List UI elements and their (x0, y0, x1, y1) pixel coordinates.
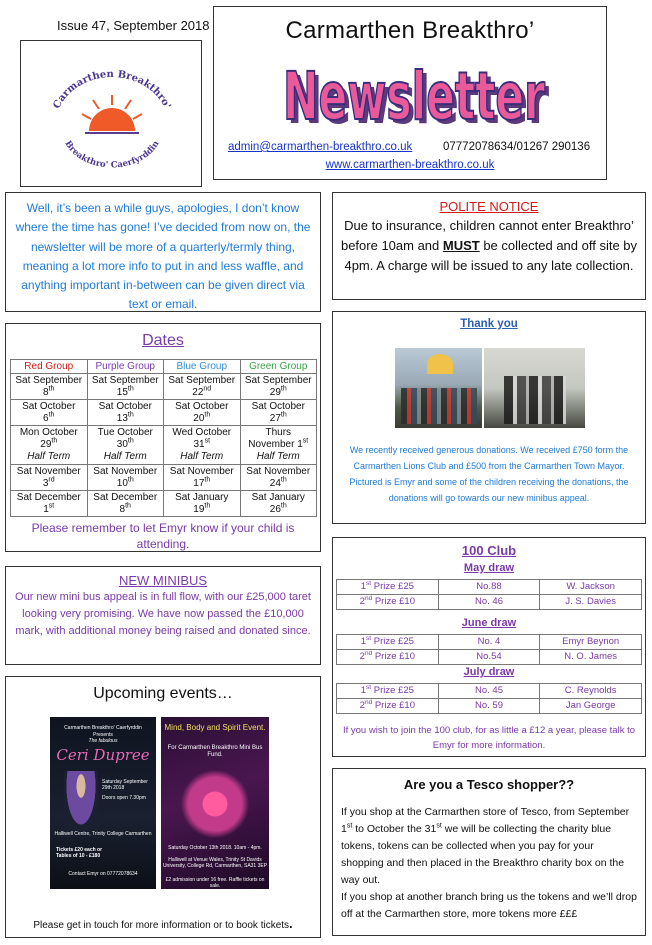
prize-amount: Prize £10 (372, 700, 415, 711)
date-cell-day: 1 (43, 503, 49, 515)
draw-row (337, 684, 642, 699)
date-cell-day: 3 (42, 477, 49, 489)
tesco-p1-b: to October the 31 (352, 823, 437, 835)
date-cell-line1: Sat November (169, 465, 234, 477)
prize-cell (337, 595, 439, 610)
date-cell-day: 8 (119, 503, 126, 515)
date-cell-suffix: th (48, 385, 55, 393)
contact-email-link[interactable]: admin@carmarthen-breakthro.co.uk (228, 141, 413, 153)
prize-position: 1 (360, 685, 367, 696)
date-cell-suffix: th (204, 502, 211, 510)
date-cell-line1: Sat October (175, 400, 229, 412)
date-cell-day: 29 (40, 439, 52, 450)
date-cell (11, 426, 88, 465)
events-box (5, 676, 321, 938)
date-cell (11, 400, 88, 426)
date-cell-suffix: th (280, 502, 287, 510)
brand-title: Carmarthen Breakthro’ (285, 17, 535, 44)
date-cell (87, 491, 164, 517)
draw-table (336, 579, 642, 610)
tesco-box (332, 768, 646, 936)
club-note: If you wish to join the 100 club, for as little a £12 a year, please talk to Emyr for more information. (342, 725, 636, 751)
prize-position: 1 (360, 581, 367, 592)
ticket-number-cell: No. 45 (438, 684, 540, 699)
prize-amount: Prize £10 (372, 596, 415, 607)
hundred-club-box (332, 537, 646, 757)
issue-label: Issue 47, September 2018 (57, 18, 210, 33)
date-cell-day: 30 (116, 439, 128, 450)
draw-row (337, 635, 642, 650)
date-cell-line1: Thurs (265, 427, 292, 438)
events-note (6, 916, 320, 931)
date-cell (164, 465, 241, 491)
date-cell-day: 20 (193, 412, 205, 424)
thank-you-box (332, 311, 646, 524)
prize-suffix: st (366, 634, 372, 642)
date-cell-day: 8 (43, 386, 49, 398)
date-cell-suffix: th (127, 385, 134, 393)
draw-row (337, 699, 642, 714)
winner-name-cell: W. Jackson (540, 580, 642, 595)
tesco-title: Are you a Tesco shopper?? (403, 777, 575, 792)
winner-name-cell: N. O. James (540, 650, 642, 665)
draw-table (336, 683, 642, 714)
date-cell-day: 19 (193, 503, 205, 515)
poster2-date: Saturday October 13th 2018. 10am - 4pm. (168, 845, 262, 851)
tesco-p1-c: we will be collecting the charity blue tokens, tokens can be collected when you pay for your shopping and then placed in the Breakthro charity box on the way out. (341, 823, 625, 886)
date-cell-line1: Wed October (172, 427, 232, 438)
poster1-tickets: Tickets £20 each or Tables of 10 - £180 (56, 847, 103, 859)
date-cell-day: 29 (269, 386, 281, 398)
wordart-shadow: Newsletter (287, 62, 550, 139)
group-header-red: Red Group (11, 360, 88, 374)
banner-icon (427, 354, 453, 374)
dates-row (11, 465, 317, 491)
date-cell (240, 465, 317, 491)
poster1-venue: Halliwell Centre, Trinity College Carmarthen (54, 831, 152, 837)
date-cell-suffix: th (127, 476, 134, 484)
date-cell-line1: Mon October (19, 427, 78, 438)
date-cell-line1: Sat October (98, 400, 152, 412)
poster1-fabulous: The fabulous (88, 738, 118, 744)
winner-name-cell: J. S. Davies (540, 595, 642, 610)
date-cell (240, 374, 317, 400)
notice-text-b: be collected and off site by 4pm. A charge will be issued to any late collection. (344, 238, 638, 273)
website-link[interactable]: www.carmarthen-breakthro.co.uk (325, 159, 495, 171)
polite-notice-box (332, 192, 646, 300)
tesco-p1-sup2: st (436, 822, 442, 830)
date-cell-line1: Sat January (175, 491, 229, 503)
date-cell (11, 465, 88, 491)
draw-title: May draw (463, 562, 515, 574)
prize-amount: Prize £25 (371, 581, 414, 592)
group-header-purple: Purple Group (87, 360, 164, 374)
minibus-title: NEW MINIBUS (118, 573, 208, 588)
date-cell-suffix: st (48, 502, 55, 510)
ticket-number-cell: No.54 (438, 650, 540, 665)
prize-suffix: nd (364, 698, 373, 706)
intro-box (5, 192, 321, 312)
date-cell (164, 374, 241, 400)
date-cell-line1: Sat October (251, 400, 305, 412)
date-cell (164, 400, 241, 426)
ticket-number-cell: No. 46 (438, 595, 540, 610)
date-cell-day: 13 (116, 412, 128, 424)
dates-header-row (11, 360, 317, 374)
poster1-presents: Presents (93, 732, 113, 738)
poster1-date: Saturday September 29th 2018 (102, 779, 148, 791)
winner-name-cell: C. Reynolds (540, 684, 642, 699)
date-cell-day: 15 (116, 386, 128, 398)
dates-box (5, 323, 321, 552)
date-cell-day: 22 (192, 386, 204, 398)
date-cell-day: November 1 (248, 439, 303, 450)
tesco-paragraph-2: If you shop at another branch bring us the tokens and we’ll drop off at the Carmarthen store, more tokens more £££ (341, 891, 637, 920)
event-poster-mind-body-spirit (161, 717, 269, 889)
date-cell (240, 426, 317, 465)
date-cell-suffix: th (51, 437, 58, 445)
date-cell-suffix: nd (203, 385, 212, 393)
draw-row (337, 580, 642, 595)
date-cell-day: 24 (269, 477, 281, 489)
masthead (213, 6, 607, 180)
dates-table (10, 359, 317, 517)
date-cell-line1: Sat November (16, 465, 81, 477)
date-cell-line1: Sat November (93, 465, 158, 477)
date-cell-day: 6 (43, 412, 49, 424)
intro-text: Well, it’s been a while guys, apologies, I don’t know where the time has gone! I’ve decided from now on, the newsletter will be more of a quarterly/termly thing, meaning a lot more info to put in and less waffle, and anything important in-between can be given direct via text or email. (15, 201, 311, 312)
poster2-title: Mind, Body and Spirit Event. (164, 723, 266, 732)
date-cell (87, 426, 164, 465)
thanks-text-2: Pictured is Emyr and some of the children receiving the donations, the donations will go towards our new minibus appeal. (349, 477, 629, 503)
date-cell (87, 374, 164, 400)
date-cell (240, 400, 317, 426)
date-cell-note: Half Term (103, 451, 147, 462)
date-cell-line1: Sat September (15, 374, 83, 386)
donation-photo-group (395, 348, 482, 428)
date-cell (11, 491, 88, 517)
prize-cell (337, 635, 439, 650)
group-header-blue: Blue Group (164, 360, 241, 374)
contact-phone: 07772078634/01267 290136 (443, 141, 591, 153)
poster1-doors: Doors open 7.30pm (102, 795, 146, 801)
newsletter-wordart (274, 55, 554, 139)
events-note-text: Please get in touch for more information or to book tickets (33, 920, 290, 931)
tesco-text (333, 792, 645, 923)
svg-text:Breakthro' Caerfyrddin (62, 139, 161, 170)
breakthro-logo (33, 49, 191, 179)
dates-footer: Please remember to let Emyr know if your child is attending. (31, 521, 295, 551)
notice-text (333, 214, 645, 278)
events-title: Upcoming events… (93, 685, 233, 702)
ticket-number-cell: No. 4 (438, 635, 540, 650)
date-cell-suffix: th (127, 437, 134, 445)
date-cell-line1: Sat October (22, 400, 76, 412)
thanks-text (333, 442, 645, 506)
date-cell-line1: Sat December (93, 491, 158, 503)
dates-row (11, 426, 317, 465)
wordart-main: Newsletter (283, 58, 546, 135)
poster2-admission: £2 admission under 16 free. Raffle tickets on sale. (165, 877, 265, 889)
performer-photo-icon (64, 771, 98, 831)
donation-photo-handover (484, 348, 585, 428)
prize-suffix: st (366, 683, 372, 691)
date-cell-suffix: th (125, 502, 131, 510)
date-cell (11, 374, 88, 400)
draw-title: June draw (461, 617, 517, 629)
poster1-contact: Contact Emyr on 07772078634 (68, 871, 138, 877)
date-cell-line1: Sat January (251, 491, 305, 503)
date-cell-note: Half Term (27, 451, 71, 462)
date-cell (240, 491, 317, 517)
notice-title: POLITE NOTICE (439, 199, 539, 214)
prize-position: 1 (360, 636, 367, 647)
date-cell (87, 400, 164, 426)
poster1-name: Ceri Dupree (56, 746, 150, 764)
prize-cell (337, 650, 439, 665)
draw-table (336, 634, 642, 665)
tesco-paragraph-1 (341, 804, 637, 889)
poster1-org: Carmarthen Breakthro' Caerfyrddin (64, 725, 142, 731)
date-cell-line1: Tue October (97, 427, 153, 438)
date-cell-note: Half Term (180, 451, 224, 462)
logo-frame (20, 40, 202, 187)
minibus-text: Our new mini bus appeal is in full flow, with our £25,000 taret looking very promising. We have now passed the £10,000 mark, with additional money being raised and donated since. (15, 591, 311, 637)
events-note-dot: . (289, 916, 293, 931)
prize-cell (337, 699, 439, 714)
prize-position: 2 (359, 596, 365, 607)
prize-amount: Prize £25 (371, 636, 414, 647)
date-cell-suffix: th (280, 476, 287, 484)
date-cell-day: 31 (193, 439, 205, 450)
thanks-title: Thank you (460, 318, 518, 330)
sun-icon (82, 95, 142, 133)
dates-row (11, 400, 317, 426)
date-cell-line1: Sat September (244, 374, 312, 386)
prize-amount: Prize £25 (371, 685, 414, 696)
date-cell-day: 27 (269, 412, 281, 424)
date-cell-day: 26 (269, 503, 281, 515)
prize-suffix: nd (364, 649, 373, 657)
club-title: 100 Club (461, 543, 517, 558)
date-cell-suffix: st (204, 437, 211, 445)
people-icon (401, 388, 477, 424)
prize-cell (337, 580, 439, 595)
date-cell-line1: Sat September (91, 374, 159, 386)
dates-row (11, 374, 317, 400)
date-cell-line1: Sat December (16, 491, 81, 503)
group-header-green: Green Group (240, 360, 317, 374)
poster2-venue: Halliwell at Venue Wales, Trinity St Davids University, College Rd, Carmarthen, SA31 3EP (162, 857, 268, 869)
date-cell-note: Half Term (256, 451, 300, 462)
draw-row (337, 650, 642, 665)
date-cell (87, 465, 164, 491)
date-cell-suffix: th (127, 411, 134, 419)
date-cell-suffix: st (302, 437, 309, 445)
draw-title: July draw (463, 666, 515, 678)
date-cell (164, 491, 241, 517)
people-icon (504, 376, 566, 424)
date-cell-day: 10 (116, 477, 128, 489)
prize-suffix: nd (364, 594, 373, 602)
prize-amount: Prize £10 (372, 651, 415, 662)
date-cell-suffix: th (204, 411, 211, 419)
ticket-number-cell: No. 59 (438, 699, 540, 714)
date-cell-suffix: th (48, 411, 55, 419)
logo-text-top: Carmarthen Breakthro' (51, 68, 173, 111)
dates-row (11, 491, 317, 517)
ticket-number-cell: No.88 (438, 580, 540, 595)
lotus-icon (181, 769, 249, 839)
prize-cell (337, 684, 439, 699)
thanks-text-1: We recently received generous donations. We received £750 form the Carmarthen Lions Club and £500 from the Carmarthen Town Mayor. (349, 445, 629, 471)
tesco-p1-sup1: st (346, 822, 353, 830)
poster2-for: For Carmarthen Breakthro Mini Bus Fund. (167, 745, 263, 758)
logo-text-bottom: Breakthro' Caerfyrddin (62, 139, 162, 171)
date-cell (164, 426, 241, 465)
dates-body (11, 374, 317, 517)
draw-row (337, 595, 642, 610)
winner-name-cell: Emyr Beynon (540, 635, 642, 650)
prize-position: 2 (359, 651, 365, 662)
date-cell-suffix: rd (48, 476, 55, 484)
tesco-p1-a: If you shop at the Carmarthen store of Tesco, from September 1 (341, 806, 630, 835)
date-cell-day: 17 (193, 477, 205, 489)
minibus-box (5, 566, 321, 665)
event-poster-ceri-dupree (50, 717, 156, 889)
date-cell-line1: Sat November (246, 465, 311, 477)
date-cell-suffix: th (280, 385, 287, 393)
notice-text-a: Due to insurance, children cannot enter Breakthro’ before 10am and (340, 218, 634, 253)
notice-must: MUST (442, 238, 480, 253)
dates-title: Dates (142, 332, 184, 349)
winner-name-cell: Jan George (540, 699, 642, 714)
date-cell-suffix: th (280, 411, 287, 419)
prize-position: 2 (359, 700, 365, 711)
date-cell-line1: Sat September (168, 374, 236, 386)
date-cell-suffix: th (204, 476, 211, 484)
prize-suffix: st (366, 579, 372, 587)
